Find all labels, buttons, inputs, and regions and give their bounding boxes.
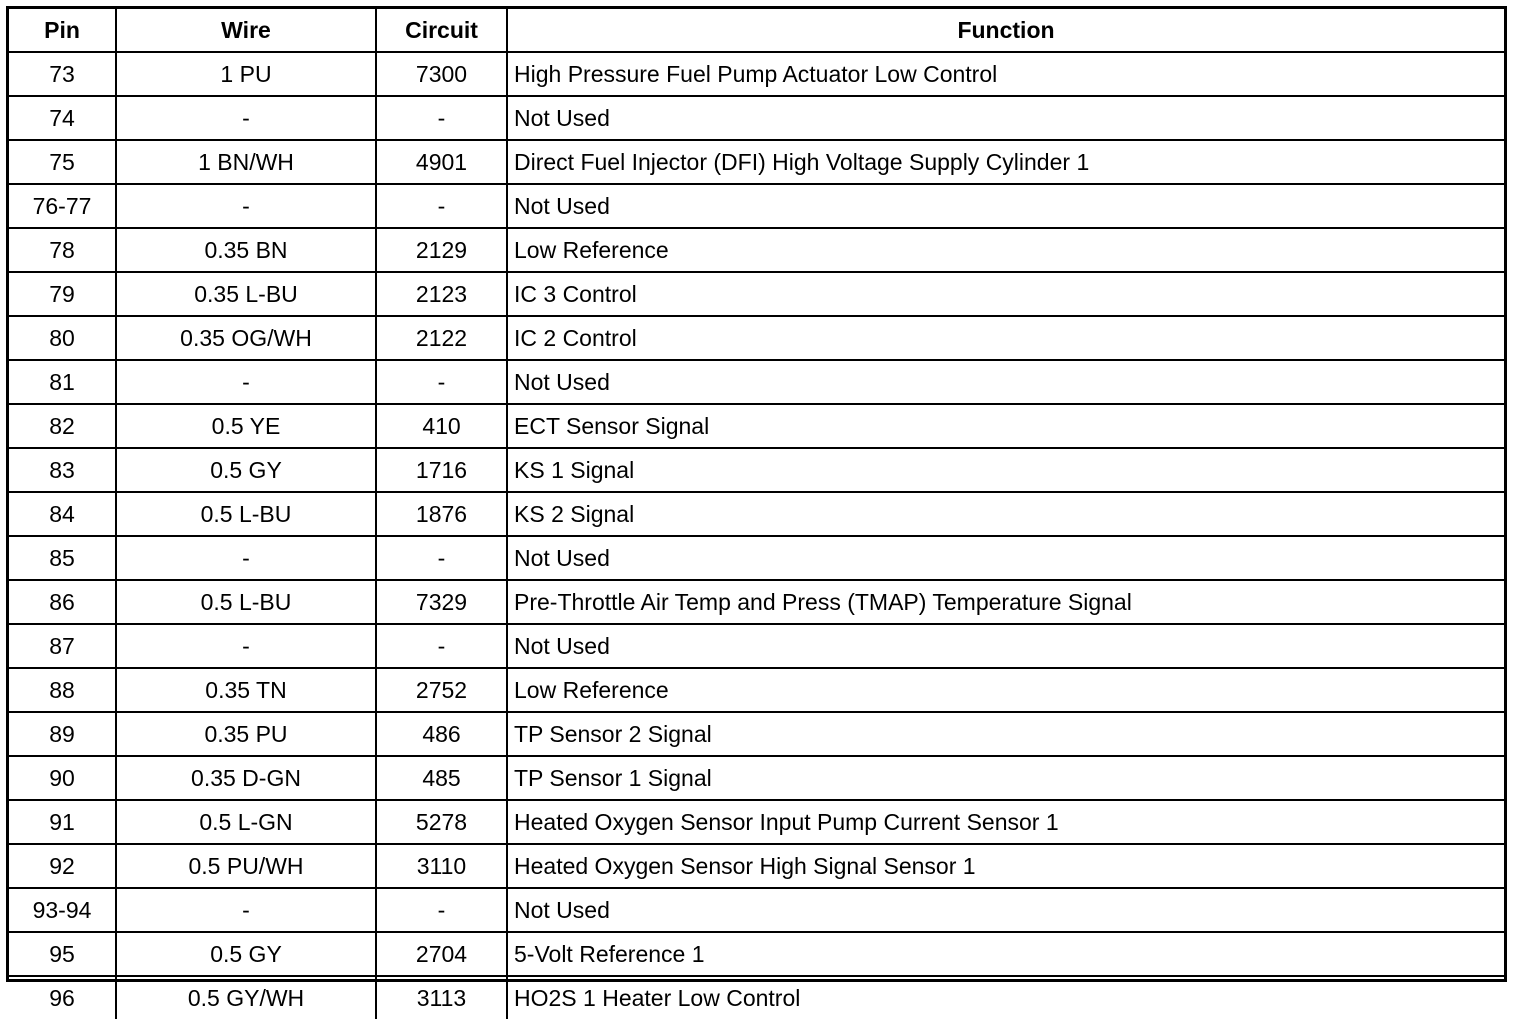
wire-cell: - bbox=[116, 536, 376, 580]
table-row bbox=[9, 624, 1504, 668]
circuit-cell: 2704 bbox=[376, 932, 507, 976]
circuit-cell: 1716 bbox=[376, 448, 507, 492]
pin-cell: 86 bbox=[9, 580, 116, 624]
pin-cell: 83 bbox=[9, 448, 116, 492]
function-cell: Heated Oxygen Sensor High Signal Sensor 1 bbox=[507, 844, 1504, 888]
table-row bbox=[9, 448, 1504, 492]
pin-cell: 89 bbox=[9, 712, 116, 756]
pin-cell: 87 bbox=[9, 624, 116, 668]
circuit-cell: 7300 bbox=[376, 52, 507, 96]
pin-cell: 88 bbox=[9, 668, 116, 712]
table-row bbox=[9, 580, 1504, 624]
function-cell: TP Sensor 2 Signal bbox=[507, 712, 1504, 756]
function-cell: ECT Sensor Signal bbox=[507, 404, 1504, 448]
circuit-cell: 3113 bbox=[376, 976, 507, 1019]
wire-cell: 0.5 GY bbox=[116, 448, 376, 492]
circuit-cell: - bbox=[376, 536, 507, 580]
pin-cell: 84 bbox=[9, 492, 116, 536]
wire-cell: 0.5 YE bbox=[116, 404, 376, 448]
pin-cell: 92 bbox=[9, 844, 116, 888]
function-cell: Low Reference bbox=[507, 668, 1504, 712]
wire-cell: 0.35 D-GN bbox=[116, 756, 376, 800]
wire-cell: 1 BN/WH bbox=[116, 140, 376, 184]
circuit-cell: 1876 bbox=[376, 492, 507, 536]
circuit-cell: 2752 bbox=[376, 668, 507, 712]
wire-cell: 0.35 TN bbox=[116, 668, 376, 712]
table-row bbox=[9, 360, 1504, 404]
pin-cell: 95 bbox=[9, 932, 116, 976]
table-row bbox=[9, 976, 1504, 1019]
wire-cell: 0.5 L-BU bbox=[116, 492, 376, 536]
function-cell: Pre-Throttle Air Temp and Press (TMAP) Temperature Signal bbox=[507, 580, 1504, 624]
wire-cell: 0.35 PU bbox=[116, 712, 376, 756]
circuit-cell: 485 bbox=[376, 756, 507, 800]
wire-cell: - bbox=[116, 360, 376, 404]
table-row bbox=[9, 140, 1504, 184]
pin-cell: 75 bbox=[9, 140, 116, 184]
pin-cell: 96 bbox=[9, 976, 116, 1019]
wire-cell: 0.35 BN bbox=[116, 228, 376, 272]
circuit-cell: - bbox=[376, 624, 507, 668]
circuit-cell: - bbox=[376, 184, 507, 228]
circuit-cell: 5278 bbox=[376, 800, 507, 844]
table-row bbox=[9, 888, 1504, 932]
table-row bbox=[9, 272, 1504, 316]
circuit-column-header: Circuit bbox=[376, 9, 507, 52]
circuit-cell: 2129 bbox=[376, 228, 507, 272]
wire-cell: 0.5 GY bbox=[116, 932, 376, 976]
wire-cell: - bbox=[116, 96, 376, 140]
connector-pinout-table bbox=[9, 9, 1504, 1019]
table-row bbox=[9, 96, 1504, 140]
pin-cell: 73 bbox=[9, 52, 116, 96]
pin-cell: 78 bbox=[9, 228, 116, 272]
function-cell: HO2S 1 Heater Low Control bbox=[507, 976, 1504, 1019]
function-cell: Direct Fuel Injector (DFI) High Voltage Supply Cylinder 1 bbox=[507, 140, 1504, 184]
pin-cell: 82 bbox=[9, 404, 116, 448]
function-cell: IC 2 Control bbox=[507, 316, 1504, 360]
circuit-cell: 2122 bbox=[376, 316, 507, 360]
wire-cell: 0.5 PU/WH bbox=[116, 844, 376, 888]
table-header-row bbox=[9, 9, 1504, 52]
wire-cell: - bbox=[116, 624, 376, 668]
function-column-header: Function bbox=[507, 9, 1504, 52]
function-cell: Not Used bbox=[507, 536, 1504, 580]
circuit-cell: - bbox=[376, 96, 507, 140]
function-cell: IC 3 Control bbox=[507, 272, 1504, 316]
table-row bbox=[9, 184, 1504, 228]
circuit-cell: 3110 bbox=[376, 844, 507, 888]
function-cell: TP Sensor 1 Signal bbox=[507, 756, 1504, 800]
function-cell: Not Used bbox=[507, 888, 1504, 932]
wire-cell: 0.5 L-GN bbox=[116, 800, 376, 844]
wire-cell: 0.5 L-BU bbox=[116, 580, 376, 624]
function-cell: KS 1 Signal bbox=[507, 448, 1504, 492]
pin-cell: 91 bbox=[9, 800, 116, 844]
table-row bbox=[9, 756, 1504, 800]
function-cell: Not Used bbox=[507, 96, 1504, 140]
function-cell: Heated Oxygen Sensor Input Pump Current Sensor 1 bbox=[507, 800, 1504, 844]
table-row bbox=[9, 712, 1504, 756]
pin-cell: 93-94 bbox=[9, 888, 116, 932]
pin-cell: 81 bbox=[9, 360, 116, 404]
function-cell: Low Reference bbox=[507, 228, 1504, 272]
table-row bbox=[9, 800, 1504, 844]
table-row bbox=[9, 52, 1504, 96]
circuit-cell: 486 bbox=[376, 712, 507, 756]
function-cell: Not Used bbox=[507, 360, 1504, 404]
table-row bbox=[9, 316, 1504, 360]
function-cell: High Pressure Fuel Pump Actuator Low Control bbox=[507, 52, 1504, 96]
table-row bbox=[9, 668, 1504, 712]
function-cell: Not Used bbox=[507, 184, 1504, 228]
wire-cell: 1 PU bbox=[116, 52, 376, 96]
function-cell: Not Used bbox=[507, 624, 1504, 668]
wire-column-header: Wire bbox=[116, 9, 376, 52]
pin-cell: 76-77 bbox=[9, 184, 116, 228]
pin-cell: 74 bbox=[9, 96, 116, 140]
table-row bbox=[9, 844, 1504, 888]
table-row bbox=[9, 932, 1504, 976]
wire-cell: 0.35 OG/WH bbox=[116, 316, 376, 360]
function-cell: KS 2 Signal bbox=[507, 492, 1504, 536]
table-row bbox=[9, 536, 1504, 580]
circuit-cell: - bbox=[376, 360, 507, 404]
wire-cell: - bbox=[116, 888, 376, 932]
wire-cell: 0.35 L-BU bbox=[116, 272, 376, 316]
function-cell: 5-Volt Reference 1 bbox=[507, 932, 1504, 976]
table-row bbox=[9, 404, 1504, 448]
circuit-cell: 410 bbox=[376, 404, 507, 448]
table-row bbox=[9, 228, 1504, 272]
circuit-cell: - bbox=[376, 888, 507, 932]
pin-cell: 90 bbox=[9, 756, 116, 800]
pin-column-header: Pin bbox=[9, 9, 116, 52]
pin-cell: 80 bbox=[9, 316, 116, 360]
wire-cell: 0.5 GY/WH bbox=[116, 976, 376, 1019]
wire-cell: - bbox=[116, 184, 376, 228]
pin-cell: 79 bbox=[9, 272, 116, 316]
circuit-cell: 2123 bbox=[376, 272, 507, 316]
connector-pinout-table-frame bbox=[6, 6, 1507, 1011]
circuit-cell: 4901 bbox=[376, 140, 507, 184]
pin-cell: 85 bbox=[9, 536, 116, 580]
circuit-cell: 7329 bbox=[376, 580, 507, 624]
table-row bbox=[9, 492, 1504, 536]
